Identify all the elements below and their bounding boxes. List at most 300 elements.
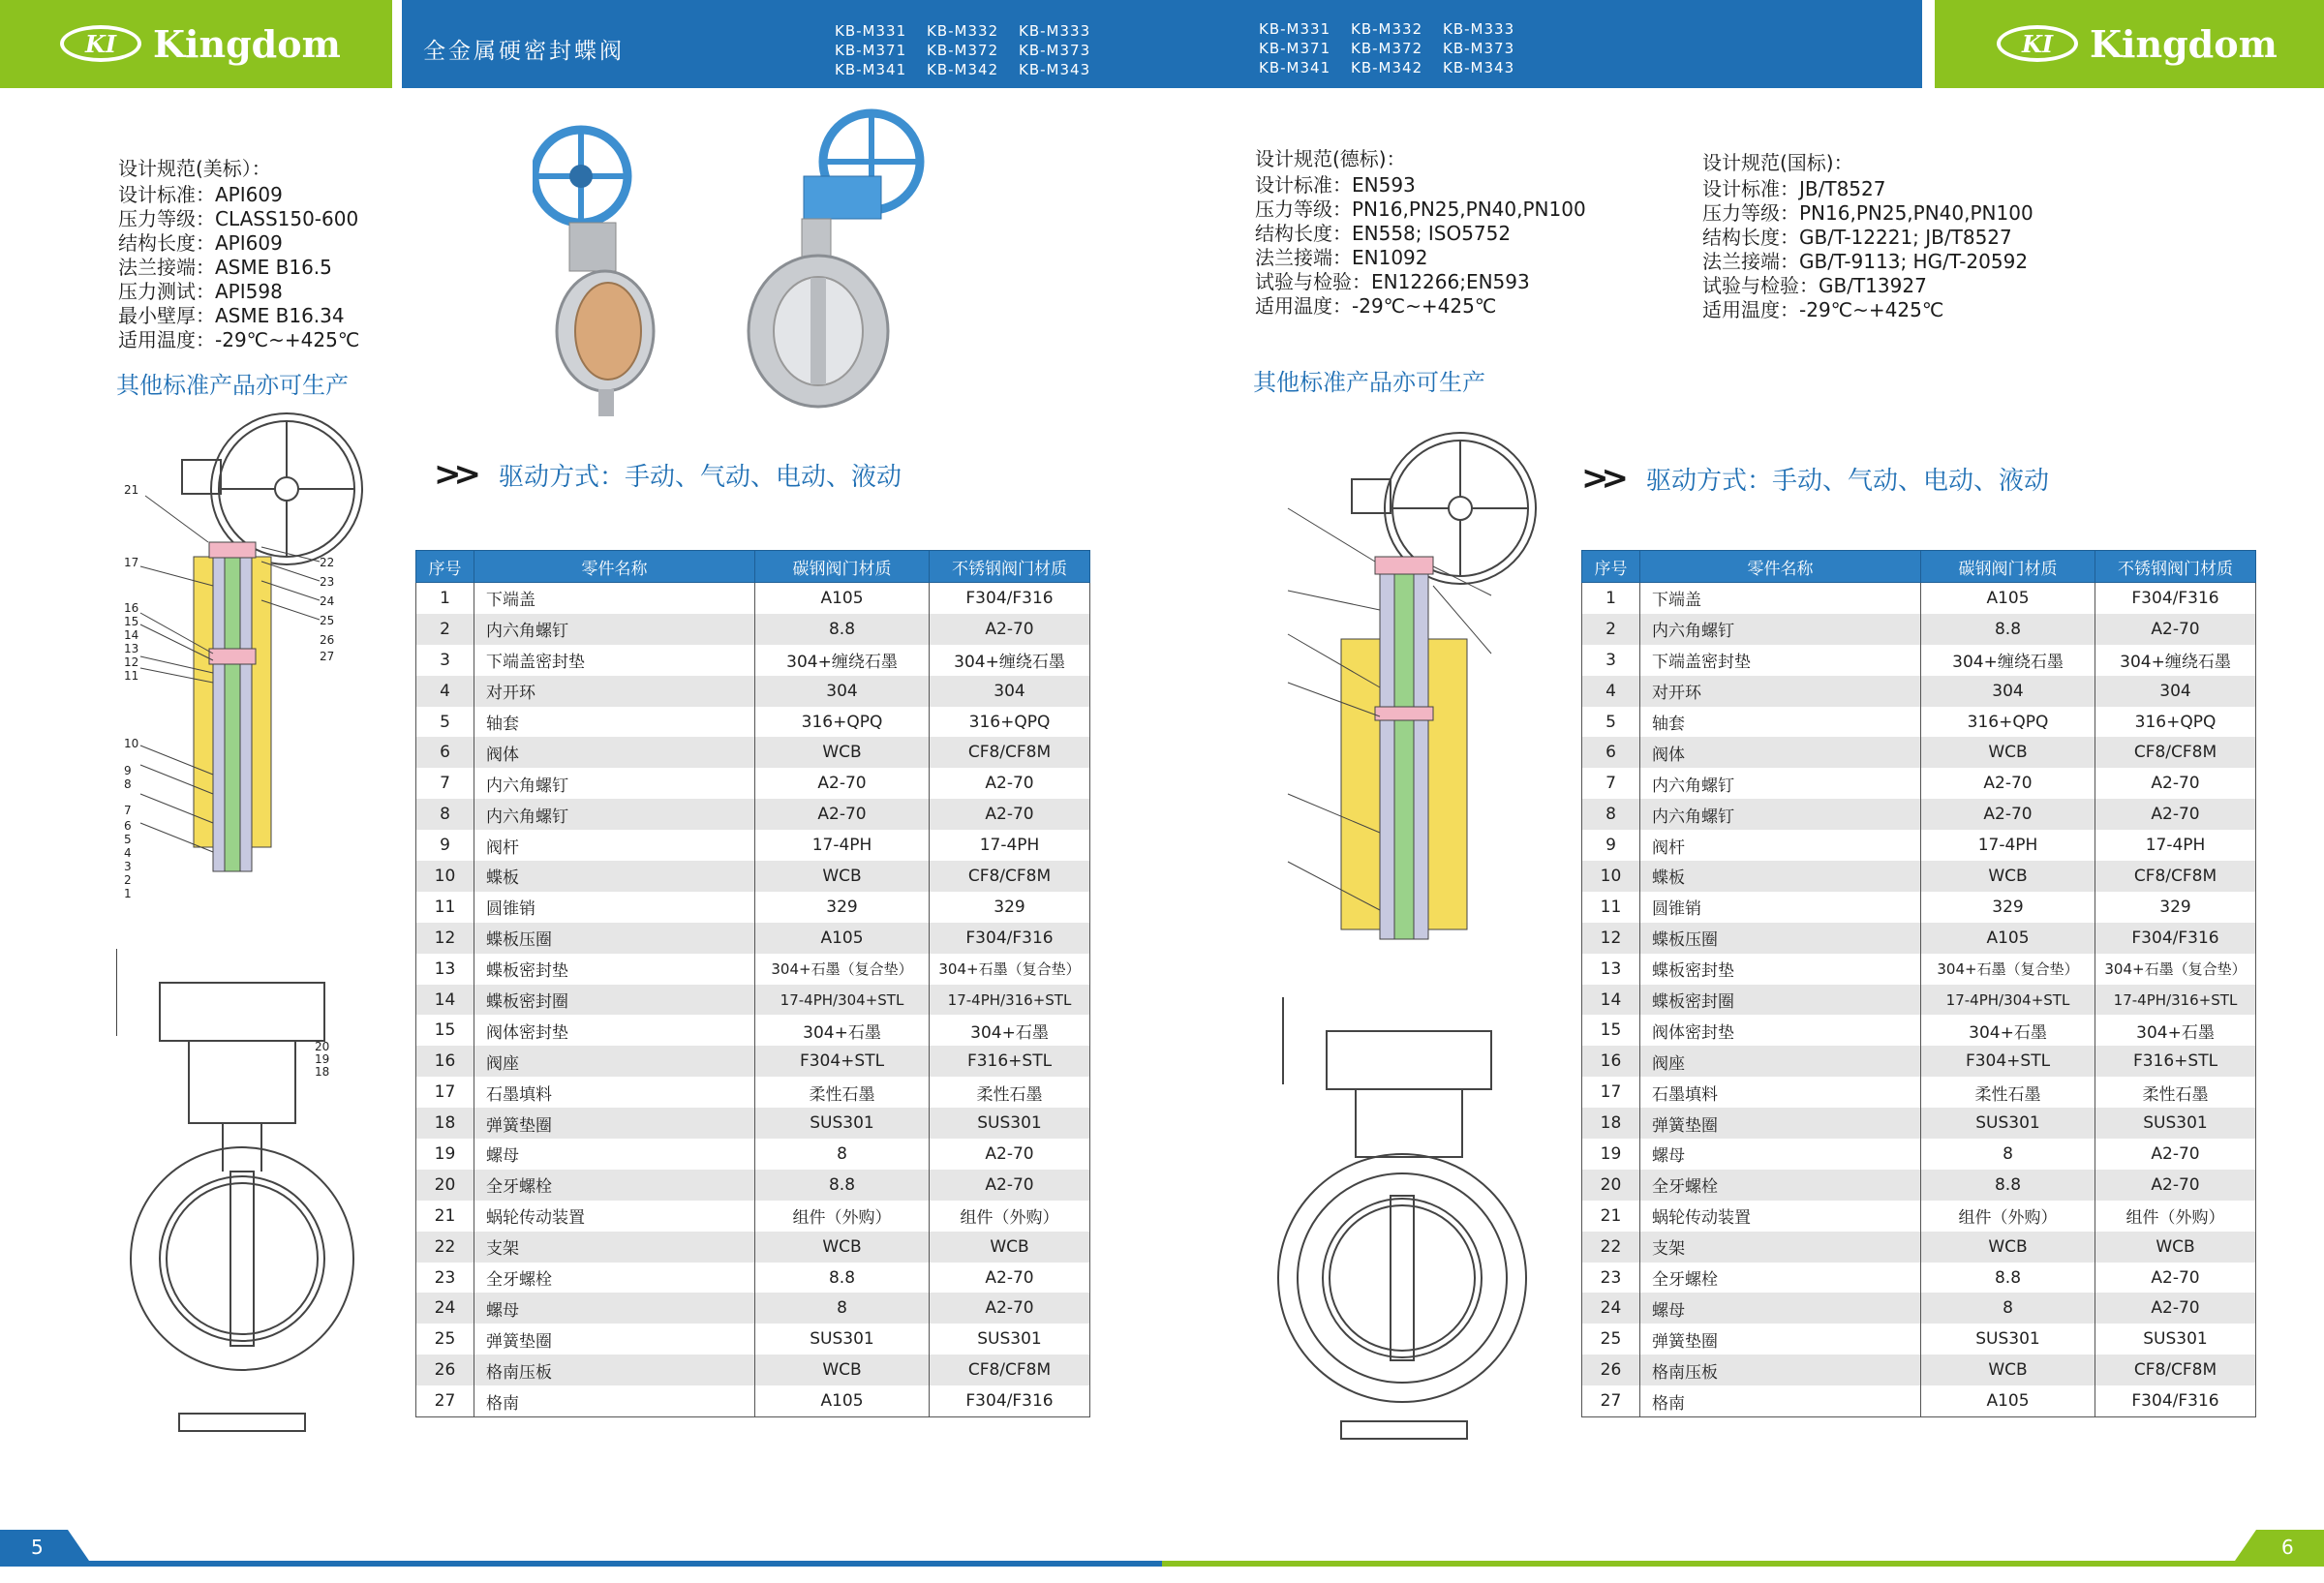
table-row xyxy=(1582,768,2256,799)
carbon-steel-material: A105 xyxy=(755,923,930,954)
part-name: 全牙螺栓 xyxy=(474,1263,755,1294)
parts-table-body xyxy=(416,583,1090,1417)
stainless-steel-material: SUS301 xyxy=(930,1324,1090,1355)
row-number: 25 xyxy=(1582,1324,1640,1355)
part-name: 蜗轮传动装置 xyxy=(1640,1201,1921,1232)
part-name: 全牙螺栓 xyxy=(1640,1263,1921,1294)
carbon-steel-material: 8.8 xyxy=(755,1263,930,1294)
part-name: 蝶板压圈 xyxy=(474,923,755,954)
column-header: 碳钢阀门材质 xyxy=(755,551,930,583)
table-row xyxy=(1582,614,2256,645)
carbon-steel-material: 17-4PH/304+STL xyxy=(1921,985,2095,1016)
stainless-steel-material: CF8/CF8M xyxy=(930,1355,1090,1385)
part-callout: 27 xyxy=(320,650,335,663)
carbon-steel-material: 组件（外购） xyxy=(1921,1201,2095,1232)
carbon-steel-material: F304+STL xyxy=(1921,1046,2095,1077)
stainless-steel-material: A2-70 xyxy=(930,1139,1090,1170)
model-code: KB-M343 xyxy=(1019,61,1091,78)
carbon-steel-material: 柔性石墨 xyxy=(1921,1077,2095,1108)
table-row xyxy=(1582,676,2256,707)
stainless-steel-material: A2-70 xyxy=(930,799,1090,830)
part-name: 石墨填料 xyxy=(474,1077,755,1108)
part-name: 全牙螺栓 xyxy=(474,1170,755,1201)
carbon-steel-material: A105 xyxy=(755,1385,930,1416)
logo-right xyxy=(1997,21,2278,66)
carbon-steel-material: F304+STL xyxy=(755,1046,930,1077)
logo-name: Kingdom xyxy=(153,21,341,66)
stainless-steel-material: 316+QPQ xyxy=(2095,707,2256,738)
carbon-steel-material: WCB xyxy=(1921,861,2095,892)
drive-modes-text: 驱动方式：手动、气动、电动、液动 xyxy=(498,462,902,492)
part-name: 圆锥销 xyxy=(474,892,755,923)
part-name: 蝶板 xyxy=(474,861,755,892)
part-name: 阀体密封垫 xyxy=(474,1015,755,1046)
row-number: 8 xyxy=(1582,799,1640,830)
table-row xyxy=(416,923,1090,954)
row-number: 26 xyxy=(416,1355,474,1385)
part-name: 格南压板 xyxy=(474,1355,755,1385)
carbon-steel-material: 8.8 xyxy=(1921,614,2095,645)
stainless-steel-material: A2-70 xyxy=(930,1170,1090,1201)
row-number: 19 xyxy=(416,1139,474,1170)
table-row xyxy=(416,1139,1090,1170)
table-row xyxy=(1582,954,2256,985)
row-number: 24 xyxy=(416,1293,474,1324)
footer-line-right xyxy=(1162,1561,2324,1567)
part-name: 下端盖 xyxy=(474,583,755,614)
table-row xyxy=(1582,1077,2256,1108)
row-number: 2 xyxy=(416,614,474,645)
part-name: 对开环 xyxy=(474,676,755,707)
part-name: 格南压板 xyxy=(1640,1355,1921,1385)
table-row xyxy=(416,737,1090,768)
table-row xyxy=(1582,1108,2256,1139)
spec-line: 设计标准：EN593 xyxy=(1255,173,1416,197)
carbon-steel-material: WCB xyxy=(1921,1355,2095,1385)
stainless-steel-material: A2-70 xyxy=(2095,1263,2256,1294)
carbon-steel-material: A105 xyxy=(755,583,930,614)
part-name: 蜗轮传动装置 xyxy=(474,1201,755,1232)
stainless-steel-material: SUS301 xyxy=(930,1108,1090,1139)
table-row xyxy=(416,645,1090,676)
stainless-steel-material: A2-70 xyxy=(2095,799,2256,830)
stainless-steel-material: 304+缠绕石墨 xyxy=(2095,645,2256,676)
carbon-steel-material: 8 xyxy=(1921,1293,2095,1324)
part-callout: 1 xyxy=(124,887,132,900)
row-number: 16 xyxy=(1582,1046,1640,1077)
table-row xyxy=(416,1355,1090,1385)
carbon-steel-material: 8.8 xyxy=(755,1170,930,1201)
carbon-steel-material: 329 xyxy=(755,892,930,923)
stainless-steel-material: CF8/CF8M xyxy=(2095,861,2256,892)
carbon-steel-material: 柔性石墨 xyxy=(755,1077,930,1108)
part-name: 弹簧垫圈 xyxy=(474,1324,755,1355)
valve-drawing-right xyxy=(1259,426,1549,1452)
carbon-steel-material: A105 xyxy=(1921,923,2095,954)
part-callout: 18 xyxy=(315,1065,330,1079)
row-number: 18 xyxy=(1582,1108,1640,1139)
column-header: 不锈钢阀门材质 xyxy=(930,551,1090,583)
table-row xyxy=(416,1324,1090,1355)
row-number: 7 xyxy=(1582,768,1640,799)
table-row xyxy=(1582,645,2256,676)
model-list-right xyxy=(1259,19,1535,77)
table-row xyxy=(1582,1263,2256,1294)
logo-name: Kingdom xyxy=(2090,21,2278,66)
stainless-steel-material: WCB xyxy=(930,1232,1090,1263)
parts-table-right xyxy=(1581,550,2256,1417)
stainless-steel-material: A2-70 xyxy=(2095,614,2256,645)
part-callout: 3 xyxy=(124,860,132,873)
row-number: 26 xyxy=(1582,1355,1640,1385)
carbon-steel-material: SUS301 xyxy=(755,1108,930,1139)
stainless-steel-material: 柔性石墨 xyxy=(930,1077,1090,1108)
stainless-steel-material: F316+STL xyxy=(930,1046,1090,1077)
table-row xyxy=(416,614,1090,645)
row-number: 25 xyxy=(416,1324,474,1355)
row-number: 3 xyxy=(1582,645,1640,676)
logo-mark: KI xyxy=(1997,25,2078,62)
table-row xyxy=(416,985,1090,1016)
carbon-steel-material: 8 xyxy=(1921,1139,2095,1170)
table-row xyxy=(1582,985,2256,1016)
stainless-steel-material: 17-4PH/316+STL xyxy=(2095,985,2256,1016)
table-row xyxy=(416,583,1090,614)
table-header-row xyxy=(1582,551,2256,583)
carbon-steel-material: SUS301 xyxy=(755,1324,930,1355)
row-number: 7 xyxy=(416,768,474,799)
table-row xyxy=(1582,1385,2256,1416)
carbon-steel-material: 316+QPQ xyxy=(755,707,930,738)
part-callout: 20 xyxy=(315,1040,330,1053)
double-chevron-icon: >> xyxy=(434,455,474,494)
spec-line: 压力等级：CLASS150-600 xyxy=(118,207,359,230)
row-number: 4 xyxy=(1582,676,1640,707)
model-code: KB-M332 xyxy=(1351,20,1423,38)
stainless-steel-material: F304/F316 xyxy=(930,923,1090,954)
table-row xyxy=(1582,1293,2256,1324)
table-row xyxy=(416,1108,1090,1139)
row-number: 15 xyxy=(1582,1015,1640,1046)
table-row xyxy=(416,676,1090,707)
stainless-steel-material: 组件（外购） xyxy=(930,1201,1090,1232)
part-callout: 4 xyxy=(124,846,132,860)
row-number: 5 xyxy=(1582,707,1640,738)
model-code: KB-M372 xyxy=(1351,40,1423,57)
stainless-steel-material: CF8/CF8M xyxy=(2095,1355,2256,1385)
carbon-steel-material: 329 xyxy=(1921,892,2095,923)
stainless-steel-material: SUS301 xyxy=(2095,1108,2256,1139)
spec-line: 法兰接端：EN1092 xyxy=(1255,246,1428,269)
spec-line: 适用温度：-29℃~+425℃ xyxy=(1255,294,1497,318)
part-callout: 11 xyxy=(124,669,139,683)
carbon-steel-material: 8 xyxy=(755,1139,930,1170)
carbon-steel-material: WCB xyxy=(1921,1232,2095,1263)
table-row xyxy=(1582,892,2256,923)
carbon-steel-material: 8.8 xyxy=(755,614,930,645)
parts-table-body xyxy=(1582,583,2256,1417)
part-callout: 9 xyxy=(124,764,132,777)
row-number: 1 xyxy=(1582,583,1640,614)
other-standards-note: 其他标准产品亦可生产 xyxy=(116,372,349,399)
table-row xyxy=(1582,1139,2256,1170)
part-name: 内六角螺钉 xyxy=(1640,614,1921,645)
row-number: 20 xyxy=(416,1170,474,1201)
table-row xyxy=(1582,1015,2256,1046)
spec-line: 压力等级：PN16,PN25,PN40,PN100 xyxy=(1702,201,2034,225)
model-code: KB-M333 xyxy=(1443,20,1515,38)
part-name: 内六角螺钉 xyxy=(1640,799,1921,830)
table-row xyxy=(1582,830,2256,861)
stainless-steel-material: CF8/CF8M xyxy=(930,861,1090,892)
spec-cn xyxy=(1702,151,2034,322)
model-code: KB-M343 xyxy=(1443,59,1515,76)
row-number: 11 xyxy=(1582,892,1640,923)
carbon-steel-material: A2-70 xyxy=(755,799,930,830)
part-callout: 10 xyxy=(124,737,139,750)
model-code: KB-M341 xyxy=(1259,59,1331,76)
part-name: 轴套 xyxy=(474,707,755,738)
row-number: 17 xyxy=(416,1077,474,1108)
stainless-steel-material: 柔性石墨 xyxy=(2095,1077,2256,1108)
carbon-steel-material: WCB xyxy=(755,861,930,892)
carbon-steel-material: 304+石墨 xyxy=(755,1015,930,1046)
carbon-steel-material: 304+缠绕石墨 xyxy=(755,645,930,676)
stainless-steel-material: 329 xyxy=(930,892,1090,923)
part-name: 阀体 xyxy=(1640,737,1921,768)
row-number: 10 xyxy=(416,861,474,892)
column-header: 零件名称 xyxy=(474,551,755,583)
part-name: 内六角螺钉 xyxy=(474,799,755,830)
table-header-row xyxy=(416,551,1090,583)
spec-us xyxy=(118,157,359,352)
drive-modes-right xyxy=(1581,459,2049,498)
spec-line: 结构长度：GB/T-12221; JB/T8527 xyxy=(1702,226,2012,249)
part-name: 下端盖 xyxy=(1640,583,1921,614)
part-callout: 5 xyxy=(124,833,132,846)
row-number: 12 xyxy=(416,923,474,954)
stainless-steel-material: A2-70 xyxy=(2095,1293,2256,1324)
table-row xyxy=(416,1077,1090,1108)
stainless-steel-material: F304/F316 xyxy=(2095,923,2256,954)
carbon-steel-material: 组件（外购） xyxy=(755,1201,930,1232)
model-code: KB-M342 xyxy=(927,61,999,78)
stainless-steel-material: 329 xyxy=(2095,892,2256,923)
spec-line: 适用温度：-29℃~+425℃ xyxy=(118,328,360,351)
table-row xyxy=(416,954,1090,985)
spec-line: 压力测试：API598 xyxy=(118,280,283,303)
table-row xyxy=(416,799,1090,830)
stainless-steel-material: 组件（外购） xyxy=(2095,1201,2256,1232)
page-number-left: 5 xyxy=(31,1536,44,1559)
part-name: 阀体 xyxy=(474,737,755,768)
part-callout: 7 xyxy=(124,804,132,817)
stainless-steel-material: 304 xyxy=(2095,676,2256,707)
part-name: 阀杆 xyxy=(1640,830,1921,861)
logo-left xyxy=(60,21,341,66)
part-name: 阀座 xyxy=(1640,1046,1921,1077)
row-number: 6 xyxy=(416,737,474,768)
spec-de xyxy=(1255,147,1586,319)
part-name: 支架 xyxy=(1640,1232,1921,1263)
part-name: 对开环 xyxy=(1640,676,1921,707)
stainless-steel-material: F304/F316 xyxy=(930,1385,1090,1416)
part-name: 弹簧垫圈 xyxy=(474,1108,755,1139)
table-row xyxy=(416,768,1090,799)
row-number: 10 xyxy=(1582,861,1640,892)
table-row xyxy=(1582,1324,2256,1355)
model-code: KB-M331 xyxy=(1259,20,1331,38)
page-number-right: 6 xyxy=(2281,1536,2294,1559)
spec-line: 设计标准：JB/T8527 xyxy=(1702,177,1886,200)
spec-line: 试验与检验：EN12266;EN593 xyxy=(1255,270,1530,293)
row-number: 1 xyxy=(416,583,474,614)
row-number: 27 xyxy=(1582,1385,1640,1416)
stainless-steel-material: A2-70 xyxy=(930,614,1090,645)
valve-product-photos xyxy=(533,108,949,418)
carbon-steel-material: WCB xyxy=(1921,737,2095,768)
spec-line: 法兰接端：ASME B16.5 xyxy=(118,256,332,279)
stainless-steel-material: A2-70 xyxy=(930,768,1090,799)
header-blue-bar xyxy=(402,0,1922,88)
table-row xyxy=(1582,1046,2256,1077)
part-name: 内六角螺钉 xyxy=(474,614,755,645)
part-callout: 17 xyxy=(124,556,139,569)
column-header: 序号 xyxy=(1582,551,1640,583)
part-name: 格南 xyxy=(1640,1385,1921,1416)
row-number: 12 xyxy=(1582,923,1640,954)
model-code: KB-M371 xyxy=(835,42,907,59)
carbon-steel-material: WCB xyxy=(755,1232,930,1263)
row-number: 13 xyxy=(1582,954,1640,985)
model-code: KB-M371 xyxy=(1259,40,1331,57)
row-number: 13 xyxy=(416,954,474,985)
part-callout: 6 xyxy=(124,819,132,833)
spec-line: 设计标准：API609 xyxy=(118,183,283,206)
table-row xyxy=(1582,1232,2256,1263)
carbon-steel-material: A2-70 xyxy=(1921,799,2095,830)
stainless-steel-material: SUS301 xyxy=(2095,1324,2256,1355)
part-callout: 13 xyxy=(124,642,139,655)
row-number: 21 xyxy=(416,1201,474,1232)
drive-modes-left xyxy=(434,455,902,494)
part-name: 内六角螺钉 xyxy=(474,768,755,799)
double-chevron-icon: >> xyxy=(1581,459,1621,498)
stainless-steel-material: A2-70 xyxy=(930,1263,1090,1294)
table-row xyxy=(416,830,1090,861)
column-header: 零件名称 xyxy=(1640,551,1921,583)
table-row xyxy=(1582,583,2256,614)
row-number: 16 xyxy=(416,1046,474,1077)
stainless-steel-material: 304 xyxy=(930,676,1090,707)
stainless-steel-material: 17-4PH/316+STL xyxy=(930,985,1090,1016)
stainless-steel-material: A2-70 xyxy=(2095,768,2256,799)
row-number: 27 xyxy=(416,1385,474,1416)
part-name: 螺母 xyxy=(474,1293,755,1324)
table-row xyxy=(1582,861,2256,892)
carbon-steel-material: 304+石墨（复合垫） xyxy=(755,954,930,985)
part-callout: 14 xyxy=(124,628,139,642)
table-row xyxy=(416,1263,1090,1294)
stainless-steel-material: 17-4PH xyxy=(2095,830,2256,861)
footer-line-left xyxy=(0,1561,1162,1567)
carbon-steel-material: 304+缠绕石墨 xyxy=(1921,645,2095,676)
carbon-steel-material: 304+石墨（复合垫） xyxy=(1921,954,2095,985)
part-name: 圆锥销 xyxy=(1640,892,1921,923)
row-number: 5 xyxy=(416,707,474,738)
model-code: KB-M373 xyxy=(1443,40,1515,57)
model-code: KB-M372 xyxy=(927,42,999,59)
table-row xyxy=(416,892,1090,923)
carbon-steel-material: 17-4PH xyxy=(755,830,930,861)
stainless-steel-material: A2-70 xyxy=(2095,1139,2256,1170)
product-title: 全金属硬密封蝶阀 xyxy=(423,39,625,64)
table-row xyxy=(416,1232,1090,1263)
carbon-steel-material: SUS301 xyxy=(1921,1324,2095,1355)
row-number: 9 xyxy=(416,830,474,861)
page-tab-right xyxy=(2232,1530,2324,1568)
part-name: 螺母 xyxy=(1640,1293,1921,1324)
column-header: 碳钢阀门材质 xyxy=(1921,551,2095,583)
part-callout: 8 xyxy=(124,777,132,791)
column-header: 序号 xyxy=(416,551,474,583)
table-row xyxy=(416,1170,1090,1201)
table-row xyxy=(1582,737,2256,768)
stainless-steel-material: 17-4PH xyxy=(930,830,1090,861)
stainless-steel-material: 304+石墨 xyxy=(2095,1015,2256,1046)
stainless-steel-material: F304/F316 xyxy=(930,583,1090,614)
spec-line: 结构长度：EN558; ISO5752 xyxy=(1255,222,1512,245)
part-name: 阀体密封垫 xyxy=(1640,1015,1921,1046)
model-code: KB-M333 xyxy=(1019,22,1091,40)
part-name: 全牙螺栓 xyxy=(1640,1170,1921,1201)
part-name: 螺母 xyxy=(474,1139,755,1170)
row-number: 20 xyxy=(1582,1170,1640,1201)
stainless-steel-material: 304+石墨（复合垫） xyxy=(2095,954,2256,985)
part-callout: 23 xyxy=(320,575,335,589)
carbon-steel-material: WCB xyxy=(755,737,930,768)
part-name: 下端盖密封垫 xyxy=(1640,645,1921,676)
stainless-steel-material: A2-70 xyxy=(2095,1170,2256,1201)
carbon-steel-material: A105 xyxy=(1921,1385,2095,1416)
row-number: 3 xyxy=(416,645,474,676)
part-name: 蝶板压圈 xyxy=(1640,923,1921,954)
part-name: 蝶板密封圈 xyxy=(1640,985,1921,1016)
carbon-steel-material: 304 xyxy=(1921,676,2095,707)
table-row xyxy=(1582,799,2256,830)
row-number: 11 xyxy=(416,892,474,923)
table-row xyxy=(1582,923,2256,954)
carbon-steel-material: 304+石墨 xyxy=(1921,1015,2095,1046)
drive-modes-text: 驱动方式：手动、气动、电动、液动 xyxy=(1645,466,2049,496)
spec-title: 设计规范(德标)： xyxy=(1255,147,1406,170)
valve-photo-lug xyxy=(749,113,920,407)
part-name: 下端盖密封垫 xyxy=(474,645,755,676)
table-row xyxy=(1582,1201,2256,1232)
part-name: 蝶板密封垫 xyxy=(1640,954,1921,985)
carbon-steel-material: 304 xyxy=(755,676,930,707)
spec-line: 最小壁厚：ASME B16.34 xyxy=(118,304,345,327)
spec-line: 试验与检验：GB/T13927 xyxy=(1702,274,1927,297)
table-row xyxy=(1582,1355,2256,1385)
part-name: 蝶板 xyxy=(1640,861,1921,892)
row-number: 15 xyxy=(416,1015,474,1046)
table-row xyxy=(416,707,1090,738)
table-row xyxy=(416,1015,1090,1046)
model-code: KB-M332 xyxy=(927,22,999,40)
row-number: 23 xyxy=(1582,1263,1640,1294)
carbon-steel-material: A2-70 xyxy=(1921,768,2095,799)
